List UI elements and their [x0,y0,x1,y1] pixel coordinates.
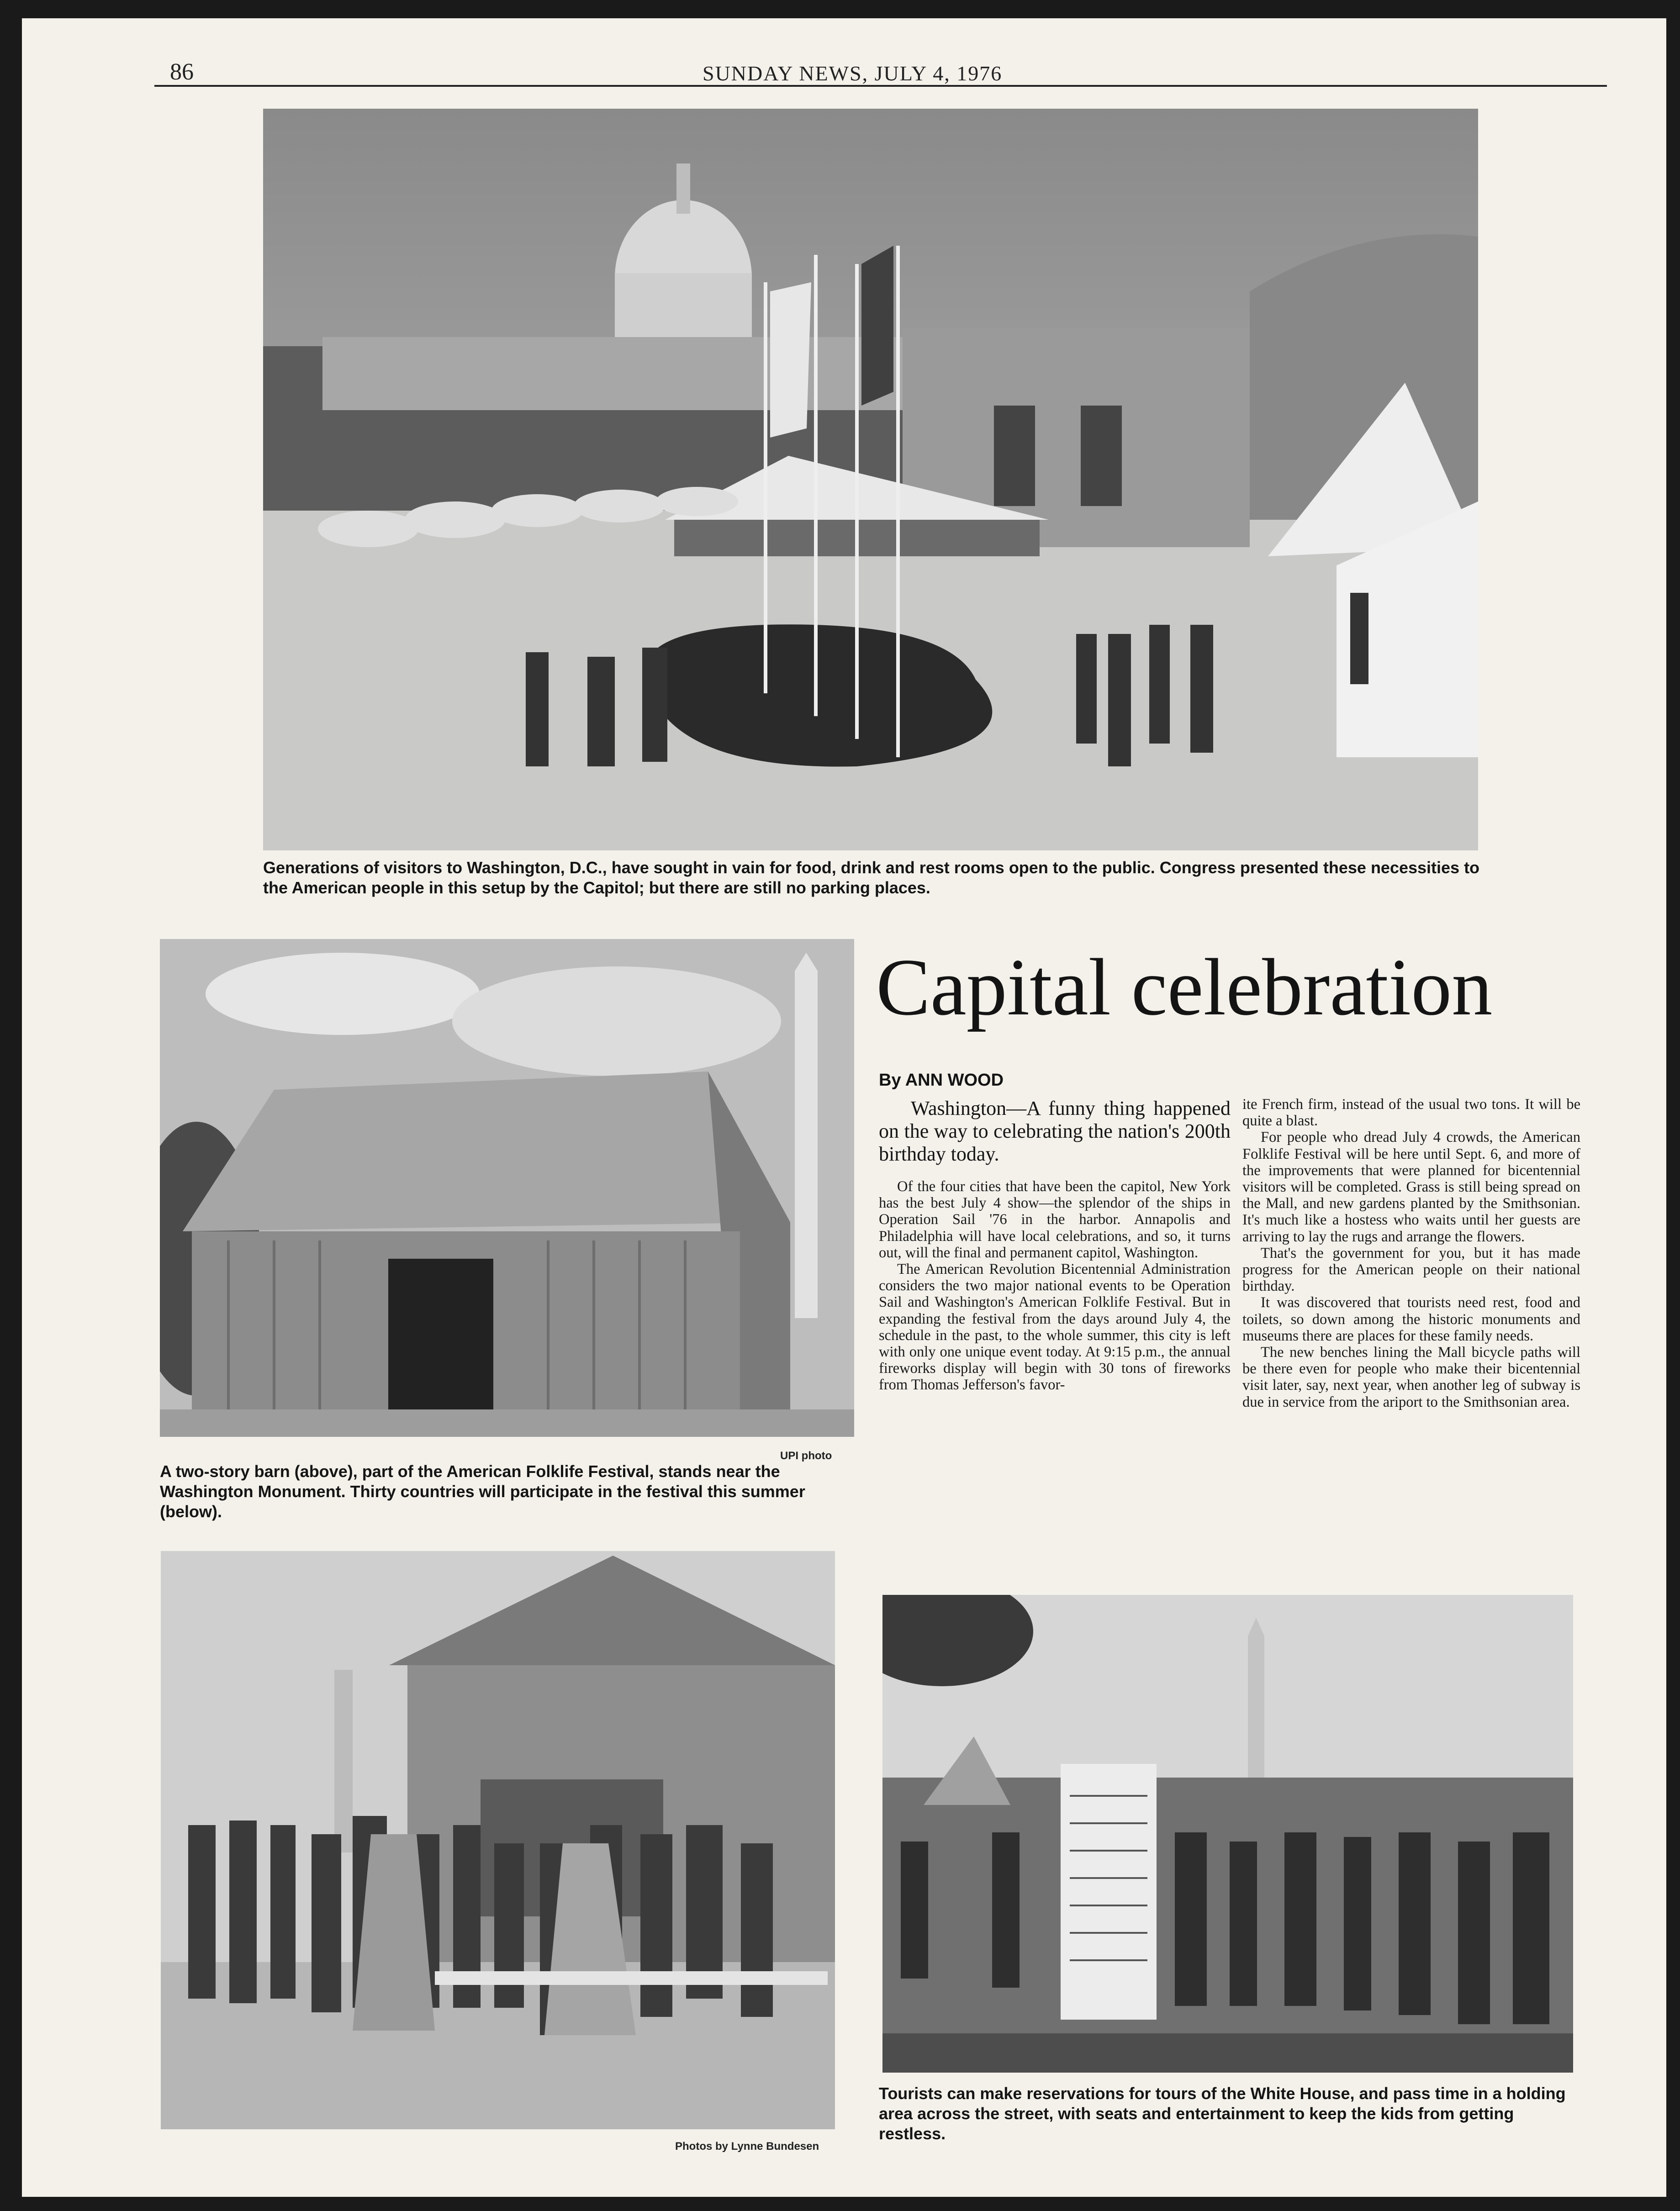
article-paragraph: The American Revolution Bicentennial Administration considers the two major national events to be Operation Sail and Washington's American Folklife Festival. But in expanding the festival from the days around July 4, the schedule in the past, to the whole summer, this city is left with only one unique event today. At 9:15 p.m., the annual fireworks display will begin with 30 tons of fireworks from Thomas Jefferson's favor- [879,1261,1231,1393]
tourists-holding-area-photo [882,1595,1573,2073]
page-number: 86 [170,59,194,85]
article-paragraph: It was discovered that tourists need rest, food and toilets, so down among the historic monuments and museums there are places for these family needs. [1242,1294,1580,1344]
header-rule [154,85,1607,87]
article-paragraph: That's the government for you, but it has made progress for the American people on their national birthday. [1242,1245,1580,1295]
tourists-photo-caption: Tourists can make reservations for tours of the White House, and pass time in a holding area across the street, with seats and entertainment to keep the kids from getting restless. [879,2084,1566,2143]
barn-photo-caption: A two-story barn (above), part of the American Folklife Festival, stands near the Washington Monument. Thirty countries will participate in the festival this summer (below). [160,1462,805,1521]
publication-header: SUNDAY NEWS, JULY 4, 1976 [703,62,1003,85]
article-paragraph: For people who dread July 4 crowds, the American Folklife Festival will be here until Sept. 6, and more of the improvements that were planned for bicentennial visitors will be completed. Grass is still being spread on the Mall, and new gardens planted by the Smithsonian. It's much like a hostess who waits until her guests are arriving to lay the rugs and arrange the flowers. [1242,1129,1580,1245]
article-lead: Washington—A funny thing happened on the way to celebrating the nation's 200th birthday today. [879,1097,1231,1165]
barn-photo [160,939,854,1437]
article-continuation: ite French firm, instead of the usual two tons. It will be quite a blast. [1242,1096,1580,1129]
article-column-2 [1242,1096,1580,1410]
festival-crowd-photo [161,1551,835,2129]
newspaper-page [22,18,1666,2197]
article-headline: Capital celebration [876,942,1493,1032]
article-paragraph: Of the four cities that have been the capitol, New York has the best July 4 show—the splendor of the ships in Operation Sail '76 in the harbor. Annapolis and Philadelphia will have local celebrations, and so, it turns out, will the final and permanent capitol, Washington. [879,1178,1231,1261]
article-byline: By ANN WOOD [879,1071,1004,1090]
top-photo-caption: Generations of visitors to Washington, D.C., have sought in vain for food, drink and rest rooms open to the public. Congress presented these necessities to the American people in this setup by the Capitol; but there are still no parking places. [263,858,1480,897]
festival-photo-credit: Photos by Lynne Bundesen [675,2140,819,2153]
barn-photo-credit: UPI photo [780,1450,832,1462]
article-paragraph: The new benches lining the Mall bicycle paths will be there even for people who make their bicentennial visit later, say, next year, when another leg of subway is due in service from the ariport to the Smithsonian area. [1242,1344,1580,1410]
capitol-tents-photo [263,109,1478,850]
article-column-1 [879,1097,1231,1393]
